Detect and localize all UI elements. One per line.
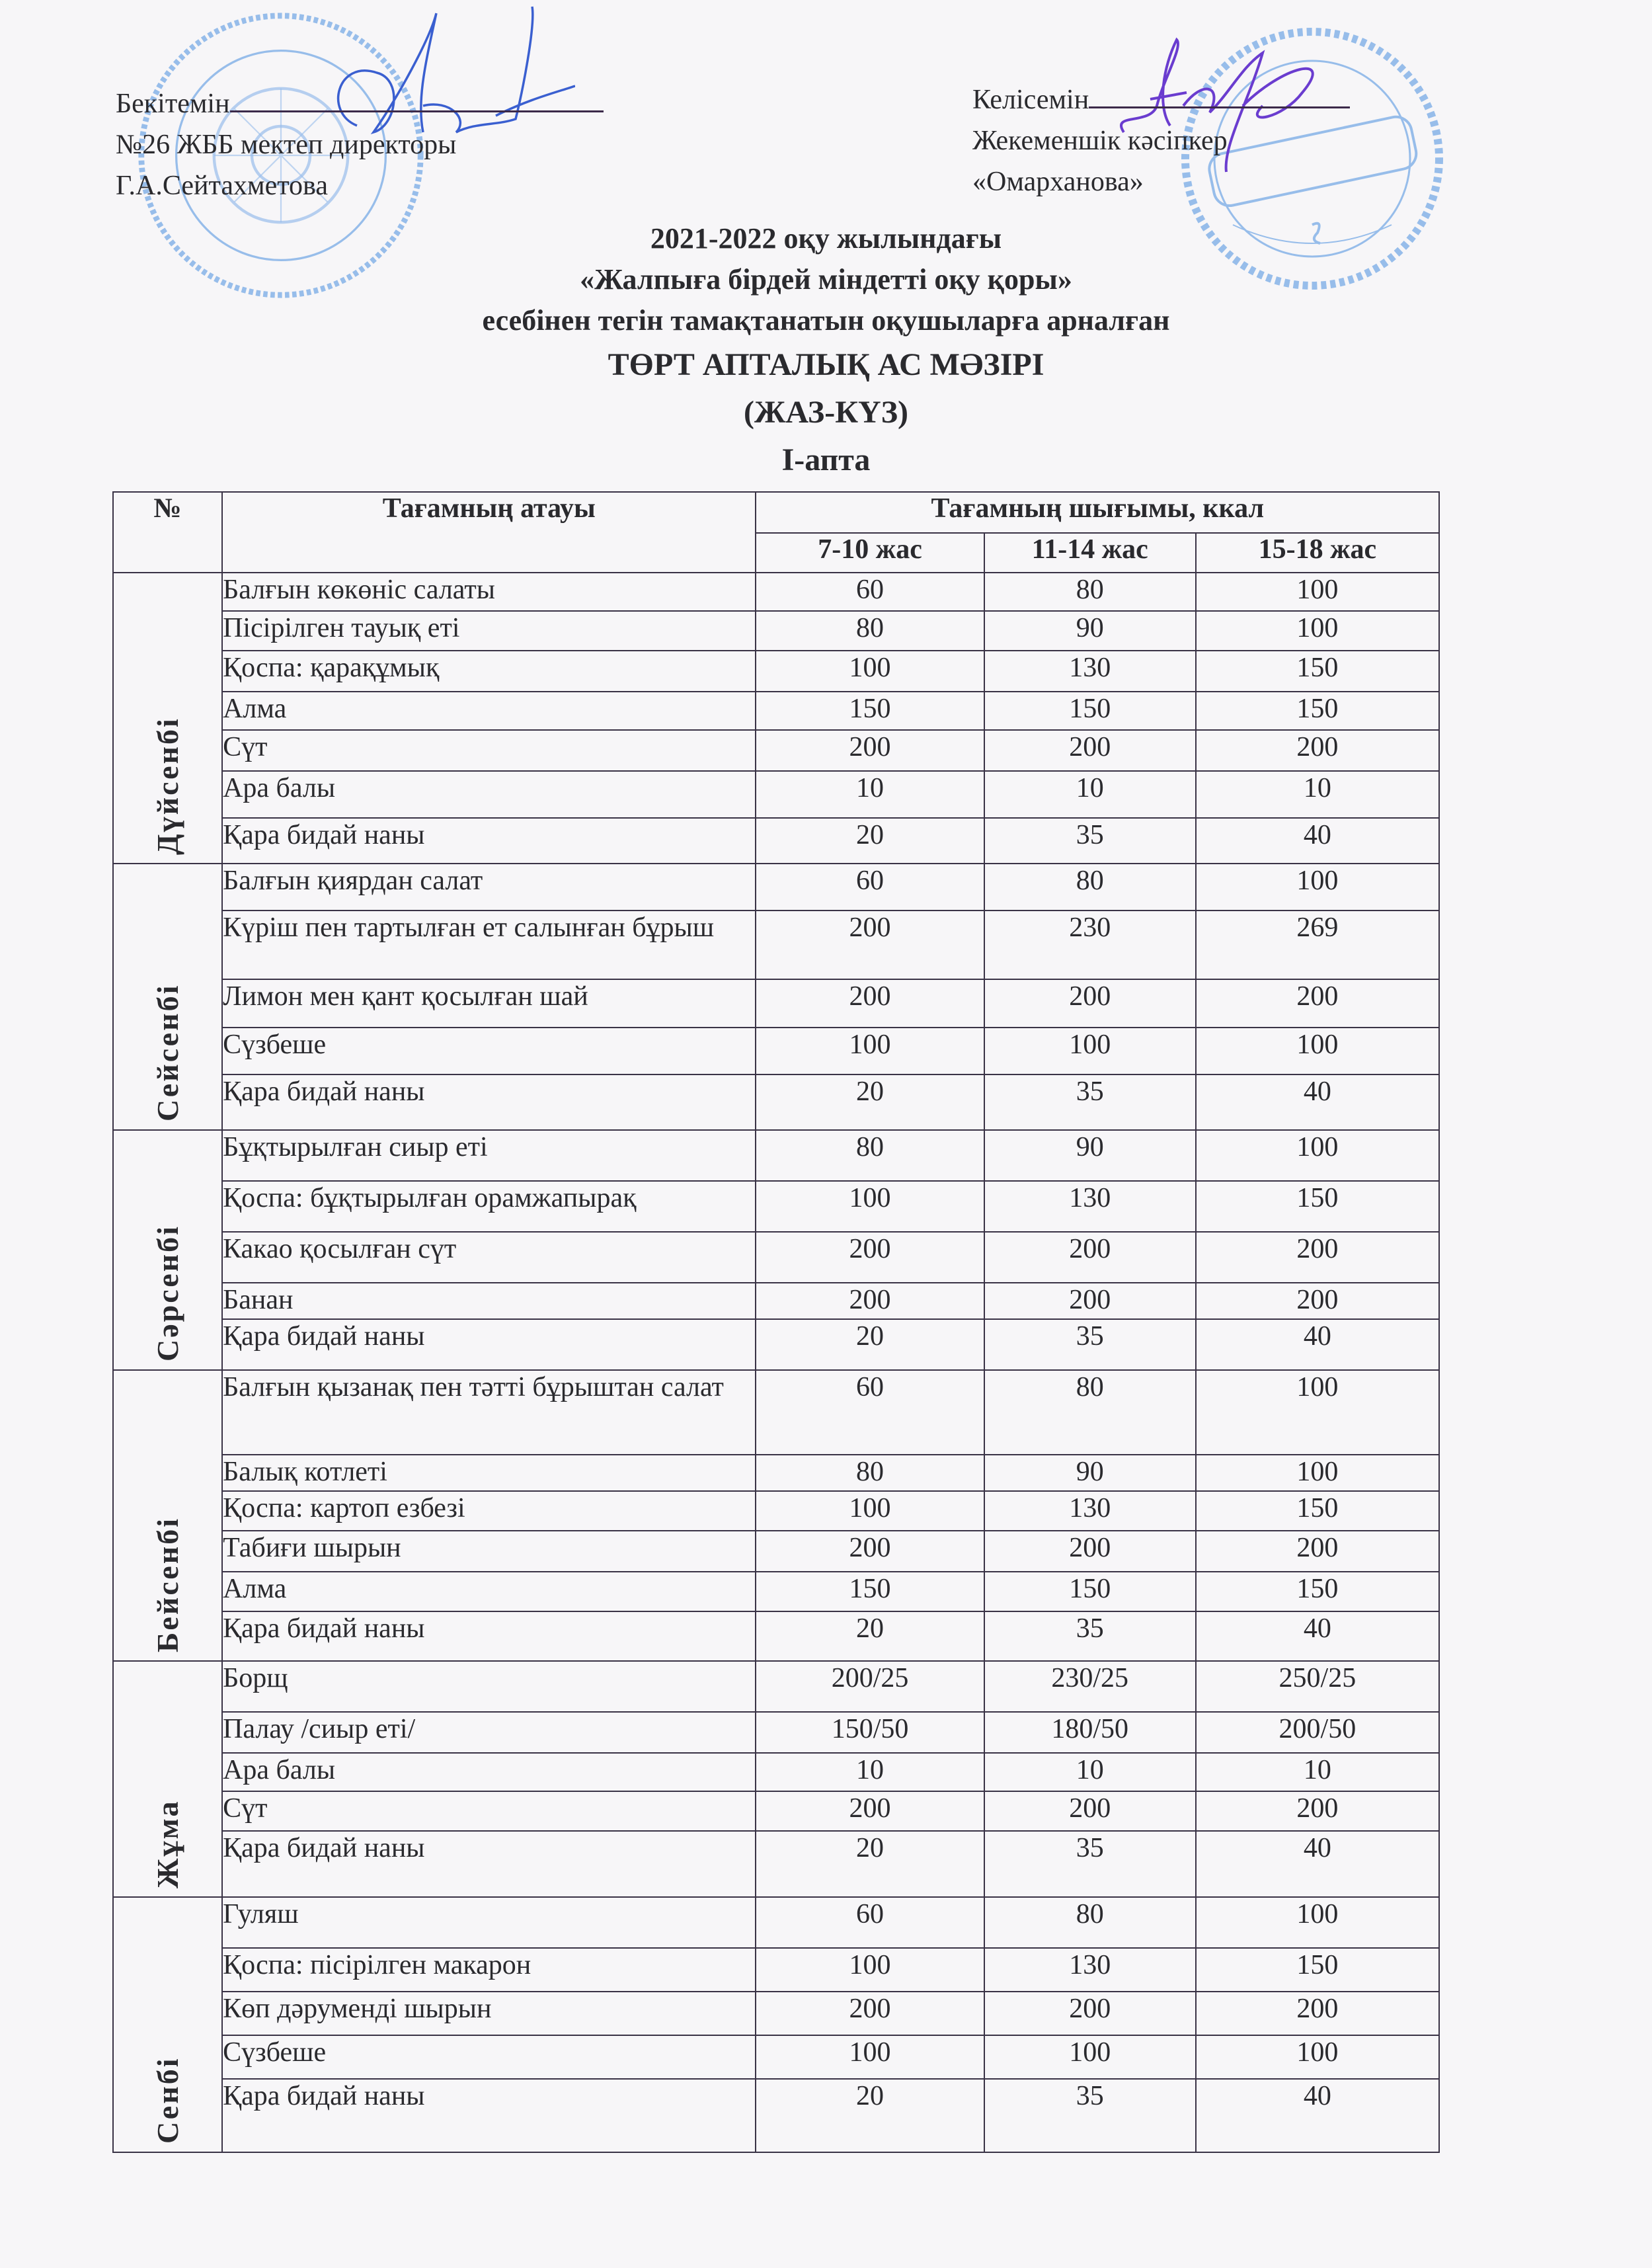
table-row: [113, 1992, 1439, 2035]
table-row: [113, 1753, 1439, 1791]
title-week: І-апта: [781, 442, 871, 477]
header-age-7-10: 7-10 жас: [756, 533, 984, 573]
dish-name: Балғын қиярдан салат: [222, 864, 756, 911]
yield-age-15-18: 150: [1196, 1181, 1439, 1232]
table-row: [113, 1074, 1439, 1130]
header-dish-name: Тағамның атауы: [222, 492, 756, 573]
yield-age-7-10: 20: [756, 1319, 984, 1370]
yield-age-7-10: 200: [756, 979, 984, 1028]
yield-age-15-18: 100: [1196, 1028, 1439, 1074]
yield-age-7-10: 200: [756, 1232, 984, 1283]
yield-age-11-14: 35: [984, 1074, 1196, 1130]
yield-age-15-18: 10: [1196, 1753, 1439, 1791]
table-row: [113, 1897, 1439, 1948]
yield-age-7-10: 80: [756, 611, 984, 651]
dish-name: Балғын қызанақ пен тәтті бұрыштан салат: [222, 1370, 756, 1455]
title-season: (ЖАЗ-КҮЗ): [743, 395, 909, 430]
day-label: Дүйсенбі: [151, 717, 184, 855]
yield-age-15-18: 10: [1196, 771, 1439, 818]
yield-age-15-18: 100: [1196, 1130, 1439, 1181]
dish-name: Күріш пен тартылған ет салынған бұрыш: [222, 911, 756, 979]
title-fund: «Жалпыға бірдей міндетті оқу қоры»: [580, 263, 1072, 296]
yield-age-15-18: 100: [1196, 611, 1439, 651]
yield-age-7-10: 60: [756, 573, 984, 611]
approval-block: [116, 83, 604, 206]
yield-age-7-10: 200: [756, 1531, 984, 1572]
yield-age-7-10: 60: [756, 1897, 984, 1948]
header-yield: Тағамның шығымы, ккал: [756, 492, 1439, 533]
table-row: [113, 2035, 1439, 2079]
day-label: Сейсенбі: [151, 983, 184, 1121]
yield-age-7-10: 100: [756, 1028, 984, 1074]
yield-age-11-14: 80: [984, 1897, 1196, 1948]
table-row: [113, 1028, 1439, 1074]
yield-age-11-14: 80: [984, 1370, 1196, 1455]
dish-name: Сүт: [222, 1791, 756, 1831]
yield-age-11-14: 80: [984, 864, 1196, 911]
title-year: 2021-2022 оқу жылындағы: [650, 222, 1002, 255]
dish-name: Балық котлеті: [222, 1455, 756, 1491]
yield-age-11-14: 130: [984, 1948, 1196, 1992]
yield-age-15-18: 100: [1196, 1370, 1439, 1455]
dish-name: Какао қосылған сүт: [222, 1232, 756, 1283]
table-row: [113, 1572, 1439, 1611]
yield-age-15-18: 100: [1196, 1455, 1439, 1491]
table-row: [113, 692, 1439, 730]
header-age-11-14: 11-14 жас: [984, 533, 1196, 573]
yield-age-7-10: 200/25: [756, 1661, 984, 1712]
yield-age-11-14: 35: [984, 818, 1196, 864]
dish-name: Сүзбеше: [222, 1028, 756, 1074]
yield-age-7-10: 100: [756, 651, 984, 692]
table-row: [113, 611, 1439, 651]
yield-age-7-10: 10: [756, 1753, 984, 1791]
yield-age-7-10: 20: [756, 2079, 984, 2152]
yield-age-11-14: 150: [984, 1572, 1196, 1611]
dish-name: Қоспа: картоп езбезі: [222, 1491, 756, 1531]
agreement-signature-line: [1089, 106, 1350, 108]
yield-age-7-10: 100: [756, 1948, 984, 1992]
approval-person: Г.А.Сейтахметова: [116, 171, 328, 201]
yield-age-7-10: 20: [756, 1074, 984, 1130]
yield-age-7-10: 100: [756, 2035, 984, 2079]
dish-name: Алма: [222, 692, 756, 730]
yield-age-11-14: 90: [984, 611, 1196, 651]
yield-age-11-14: 200: [984, 1791, 1196, 1831]
yield-age-7-10: 150/50: [756, 1712, 984, 1753]
yield-age-11-14: 130: [984, 651, 1196, 692]
yield-age-7-10: 200: [756, 1992, 984, 2035]
table-row: [113, 1232, 1439, 1283]
table-row: [113, 1831, 1439, 1897]
menu-body: [113, 573, 1439, 2152]
table-row: [113, 818, 1439, 864]
yield-age-15-18: 150: [1196, 1948, 1439, 1992]
dish-name: Бұқтырылған сиыр еті: [222, 1130, 756, 1181]
yield-age-11-14: 200: [984, 1531, 1196, 1572]
table-row: [113, 1948, 1439, 1992]
yield-age-7-10: 80: [756, 1130, 984, 1181]
dish-name: Қара бидай наны: [222, 818, 756, 864]
yield-age-11-14: 150: [984, 692, 1196, 730]
table-row: [113, 1491, 1439, 1531]
table-row: [113, 1370, 1439, 1455]
dish-name: Ара балы: [222, 771, 756, 818]
dish-name: Сүзбеше: [222, 2035, 756, 2079]
title-purpose: есебінен тегін тамақтанатын оқушыларға арналған: [482, 304, 1170, 337]
dish-name: Палау /сиыр еті/: [222, 1712, 756, 1753]
yield-age-15-18: 40: [1196, 1074, 1439, 1130]
yield-age-11-14: 230/25: [984, 1661, 1196, 1712]
dish-name: Көп дәруменді шырын: [222, 1992, 756, 2035]
yield-age-7-10: 20: [756, 1611, 984, 1661]
approval-label: Бекітемін: [116, 89, 230, 119]
yield-age-15-18: 100: [1196, 2035, 1439, 2079]
yield-age-15-18: 40: [1196, 2079, 1439, 2152]
yield-age-15-18: 200: [1196, 730, 1439, 771]
dish-name: Қоспа: пісірілген макарон: [222, 1948, 756, 1992]
day-label: Сенбі: [151, 2056, 184, 2144]
menu-table: [112, 491, 1440, 2153]
approval-line: [116, 83, 604, 124]
yield-age-15-18: 150: [1196, 1572, 1439, 1611]
yield-age-7-10: 20: [756, 1831, 984, 1897]
yield-age-7-10: 20: [756, 818, 984, 864]
table-row: [113, 1130, 1439, 1181]
dish-name: Қоспа: қарақұмық: [222, 651, 756, 692]
day-cell: [113, 1370, 222, 1661]
table-row: [113, 979, 1439, 1028]
dish-name: Пісірілген тауық еті: [222, 611, 756, 651]
dish-name: Банан: [222, 1283, 756, 1319]
agreement-company: «Омарханова»: [972, 167, 1144, 197]
yield-age-11-14: 180/50: [984, 1712, 1196, 1753]
table-row: [113, 730, 1439, 771]
yield-age-15-18: 150: [1196, 651, 1439, 692]
yield-age-15-18: 100: [1196, 573, 1439, 611]
title-menu: ТӨРТ АПТАЛЫҚ АС МӘЗІРІ: [608, 347, 1044, 382]
yield-age-11-14: 200: [984, 979, 1196, 1028]
dish-name: Қара бидай наны: [222, 2079, 756, 2152]
table-row: [113, 1181, 1439, 1232]
yield-age-15-18: 40: [1196, 1831, 1439, 1897]
yield-age-15-18: 200: [1196, 1283, 1439, 1319]
agreement-block: [972, 79, 1350, 202]
yield-age-15-18: 200: [1196, 1232, 1439, 1283]
header-age-15-18: 15-18 жас: [1196, 533, 1439, 573]
table-row: [113, 1319, 1439, 1370]
yield-age-15-18: 200: [1196, 979, 1439, 1028]
yield-age-11-14: 200: [984, 1992, 1196, 2035]
dish-name: Балғын көкөніс салаты: [222, 573, 756, 611]
yield-age-7-10: 200: [756, 911, 984, 979]
agreement-label: Келісемін: [972, 85, 1089, 115]
dish-name: Қара бидай наны: [222, 1074, 756, 1130]
dish-name: Лимон мен қант қосылған шай: [222, 979, 756, 1028]
day-cell: [113, 573, 222, 864]
table-row: [113, 651, 1439, 692]
yield-age-11-14: 200: [984, 730, 1196, 771]
yield-age-11-14: 200: [984, 1232, 1196, 1283]
yield-age-7-10: 100: [756, 1181, 984, 1232]
dish-name: Қоспа: бұқтырылған орамжапырақ: [222, 1181, 756, 1232]
yield-age-15-18: 250/25: [1196, 1661, 1439, 1712]
day-cell: [113, 864, 222, 1130]
table-row: [113, 771, 1439, 818]
table-row: [113, 1531, 1439, 1572]
yield-age-15-18: 150: [1196, 692, 1439, 730]
yield-age-15-18: 200: [1196, 1531, 1439, 1572]
yield-age-15-18: 40: [1196, 818, 1439, 864]
agreement-position: Жекеменшік кәсіпкер: [972, 126, 1228, 156]
yield-age-15-18: 200/50: [1196, 1712, 1439, 1753]
approval-signature-line: [230, 110, 604, 112]
yield-age-11-14: 230: [984, 911, 1196, 979]
yield-age-11-14: 35: [984, 2079, 1196, 2152]
yield-age-11-14: 35: [984, 1319, 1196, 1370]
yield-age-15-18: 150: [1196, 1491, 1439, 1531]
dish-name: Ара балы: [222, 1753, 756, 1791]
yield-age-11-14: 130: [984, 1491, 1196, 1531]
yield-age-15-18: 100: [1196, 1897, 1439, 1948]
dish-name: Гуляш: [222, 1897, 756, 1948]
yield-age-7-10: 60: [756, 1370, 984, 1455]
yield-age-11-14: 10: [984, 771, 1196, 818]
dish-name: Қара бидай наны: [222, 1831, 756, 1897]
yield-age-7-10: 150: [756, 1572, 984, 1611]
yield-age-15-18: 269: [1196, 911, 1439, 979]
yield-age-11-14: 35: [984, 1831, 1196, 1897]
dish-name: Қара бидай наны: [222, 1319, 756, 1370]
yield-age-7-10: 80: [756, 1455, 984, 1491]
table-row: [113, 2079, 1439, 2152]
yield-age-7-10: 200: [756, 730, 984, 771]
yield-age-11-14: 130: [984, 1181, 1196, 1232]
dish-name: Борщ: [222, 1661, 756, 1712]
dish-name: Табиғи шырын: [222, 1531, 756, 1572]
table-row: [113, 1455, 1439, 1491]
yield-age-15-18: 40: [1196, 1319, 1439, 1370]
table-row: [113, 864, 1439, 911]
day-label: Жұма: [151, 1799, 184, 1888]
yield-age-11-14: 80: [984, 573, 1196, 611]
dish-name: Сүт: [222, 730, 756, 771]
yield-age-15-18: 200: [1196, 1791, 1439, 1831]
yield-age-15-18: 100: [1196, 864, 1439, 911]
approval-position: №26 ЖББ мектеп директоры: [116, 130, 457, 160]
dish-name: Қара бидай наны: [222, 1611, 756, 1661]
yield-age-15-18: 40: [1196, 1611, 1439, 1661]
document-title: [0, 218, 1652, 484]
day-cell: [113, 1897, 222, 2152]
yield-age-11-14: 200: [984, 1283, 1196, 1319]
header-number: №: [113, 492, 222, 573]
yield-age-11-14: 35: [984, 1611, 1196, 1661]
table-row: [113, 1283, 1439, 1319]
yield-age-11-14: 90: [984, 1130, 1196, 1181]
yield-age-7-10: 200: [756, 1791, 984, 1831]
yield-age-7-10: 60: [756, 864, 984, 911]
yield-age-15-18: 200: [1196, 1992, 1439, 2035]
yield-age-7-10: 100: [756, 1491, 984, 1531]
agreement-line: [972, 79, 1350, 120]
dish-name: Алма: [222, 1572, 756, 1611]
day-label: Бейсенбі: [151, 1516, 184, 1652]
day-label: Сәрсенбі: [151, 1225, 184, 1361]
table-row: [113, 1712, 1439, 1753]
table-row: [113, 1791, 1439, 1831]
yield-age-7-10: 10: [756, 771, 984, 818]
yield-age-11-14: 100: [984, 2035, 1196, 2079]
yield-age-11-14: 100: [984, 1028, 1196, 1074]
table-row: [113, 1661, 1439, 1712]
yield-age-7-10: 150: [756, 692, 984, 730]
table-header-row: [113, 492, 1439, 533]
yield-age-11-14: 10: [984, 1753, 1196, 1791]
table-row: [113, 1611, 1439, 1661]
table-row: [113, 573, 1439, 611]
day-cell: [113, 1130, 222, 1370]
yield-age-11-14: 90: [984, 1455, 1196, 1491]
day-cell: [113, 1661, 222, 1897]
table-row: [113, 911, 1439, 979]
yield-age-7-10: 200: [756, 1283, 984, 1319]
